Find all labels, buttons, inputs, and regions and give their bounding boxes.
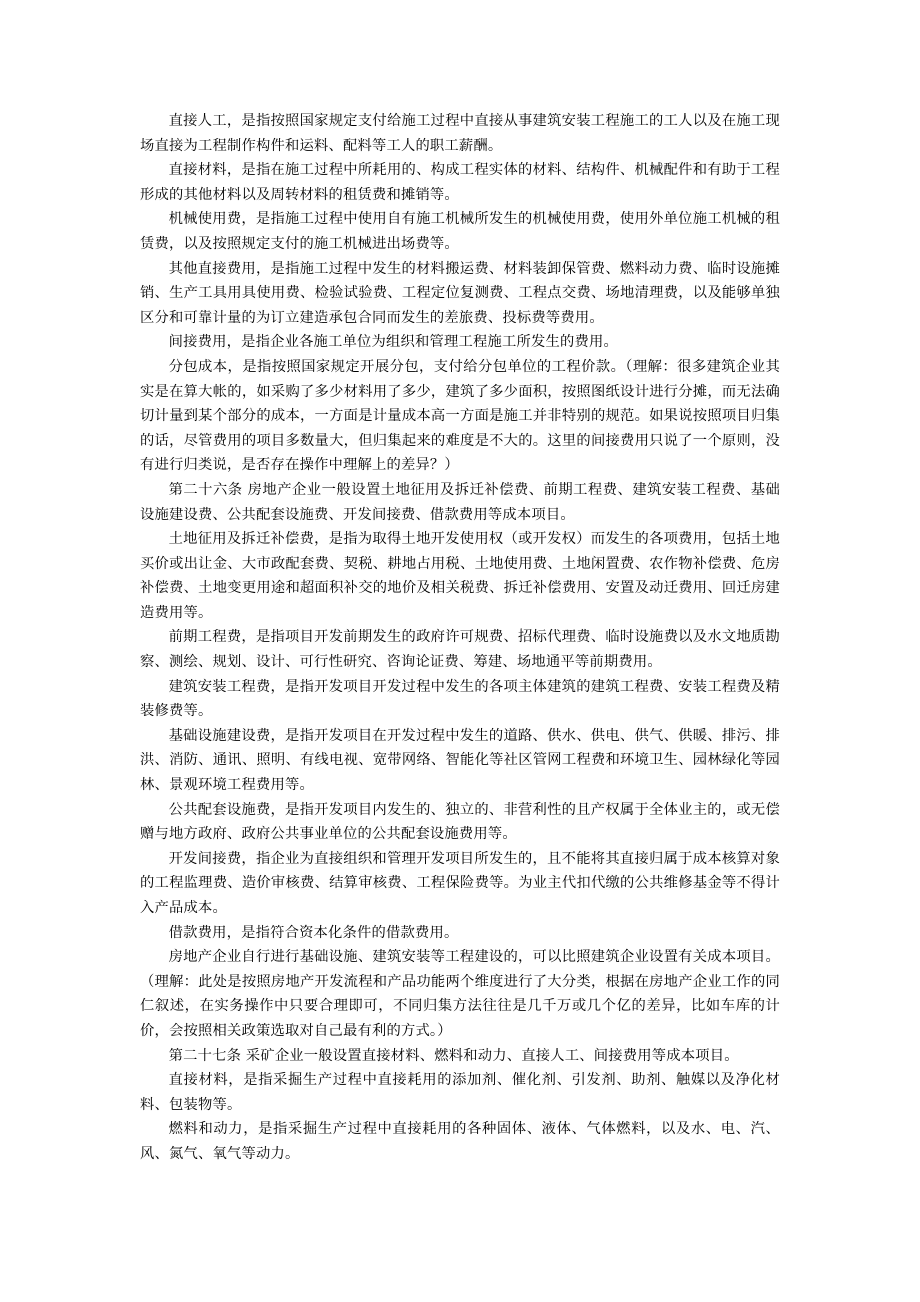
paragraph: 开发间接费，指企业为直接组织和管理开发项目所发生的，且不能将其直接归属于成本核算对象的工程监理费、造价审核费、结算审核费、工程保险费等。为业主代扣代缴的公共维修基金等不得计入产品成本。 [140, 850, 780, 916]
paragraph: 前期工程费，是指项目开发前期发生的政府许可规费、招标代理费、临时设施费以及水文地质勘察、测绘、规划、设计、可行性研究、咨询论证费、筹建、场地通平等前期费用。 [140, 629, 780, 671]
document-body [140, 109, 780, 1167]
paragraph: 直接材料，是指在施工过程中所耗用的、构成工程实体的材料、结构件、机械配件和有助于工程形成的其他材料以及周转材料的租赁费和摊销等。 [140, 162, 780, 203]
paragraph: 间接费用，是指企业各施工单位为组织和管理工程施工所发生的费用。 [168, 334, 618, 351]
article-heading-paragraph: 第二十六条 房地产企业一般设置土地征用及拆迁补偿费、前期工程费、建筑安装工程费、基础设施建设费、公共配套设施费、开发间接费、借款费用等成本项目。 [140, 481, 780, 523]
paragraph: 基础设施建设费，是指开发项目在开发过程中发生的道路、供水、供电、供气、供暖、排污、排洪、消防、通讯、照明、有线电视、宽带网络、智能化等社区管网工程费和环境卫生、园林绿化等园林、景观环境工程费用等。 [140, 727, 780, 794]
paragraph: 分包成本，是指按照国家规定开展分包，支付给分包单位的工程价款。（理解：很多建筑企业其实是在算大帐的，如采购了多少材料用了多少，建筑了多少面积，按照图纸设计进行分摊，而无法确切计量到某个部分的成本，一方面是计量成本高一方面是施工并非特别的规范。如果说按照项目归集的话，尽管费用的项目多数量大，但归集起来的难度是不大的。这里的间接费用只说了一个原则，没有进行归类说，是否存在操作中理解上的差异？） [140, 358, 780, 474]
paragraph: 公共配套设施费，是指开发项目内发生的、独立的、非营利性的且产权属于全体业主的，或无偿赠与地方政府、政府公共事业单位的公共配套设施费用等。 [140, 801, 780, 843]
paragraph: 燃料和动力，是指采掘生产过程中直接耗用的各种固体、液体、气体燃料，以及水、电、汽、风、氮气、氧气等动力。 [140, 1121, 780, 1162]
article-heading-paragraph: 第二十七条 采矿企业一般设置直接材料、燃料和动力、直接人工、间接费用等成本项目。 [168, 1047, 739, 1064]
paragraph: 机械使用费，是指施工过程中使用自有施工机械所发生的机械使用费，使用外单位施工机械的租赁费，以及按照规定支付的施工机械进出场费等。 [140, 211, 780, 252]
paragraph: 建筑安装工程费，是指开发项目开发过程中发生的各项主体建筑的建筑工程费、安装工程费及精装修费等。 [140, 678, 780, 720]
paragraph: 土地征用及拆迁补偿费，是指为取得土地开发使用权（或开发权）而发生的各项费用，包括土地买价或出让金、大市政配套费、契税、耕地占用税、土地使用费、土地闲置费、农作物补偿费、危房补偿费、土地变更用途和超面积补交的地价及相关税费、拆迁补偿费用、安置及动迁费用、回迁房建造费用等。 [140, 531, 780, 621]
paragraph: 直接人工，是指按照国家规定支付给施工过程中直接从事建筑安装工程施工的工人以及在施工现场直接为工程制作构件和运料、配料等工人的职工薪酬。 [140, 113, 780, 154]
paragraph: 其他直接费用，是指施工过程中发生的材料搬运费、材料装卸保管费、燃料动力费、临时设施摊销、生产工具用具使用费、检验试验费、工程定位复测费、工程点交费、场地清理费，以及能够单独区分和可靠计量的为订立建造承包合同而发生的差旅费、投标费等费用。 [140, 260, 780, 326]
paragraph: 借款费用，是指符合资本化条件的借款费用。 [168, 924, 459, 941]
paragraph: 房地产企业自行进行基础设施、建筑安装等工程建设的，可以比照建筑企业设置有关成本项目。（理解：此处是按照房地产开发流程和产品功能两个维度进行了大分类，根据在房地产企业工作的同仁叙述，在实务操作中只要合理即可，不同归集方法往往是几千万或几个亿的差异，比如车库的计价，会按照相关政策选取对自己最有利的方式。） [140, 949, 780, 1039]
paragraph: 直接材料，是指采掘生产过程中直接耗用的添加剂、催化剂、引发剂、助剂、触媒以及净化材料、包装物等。 [140, 1072, 780, 1113]
